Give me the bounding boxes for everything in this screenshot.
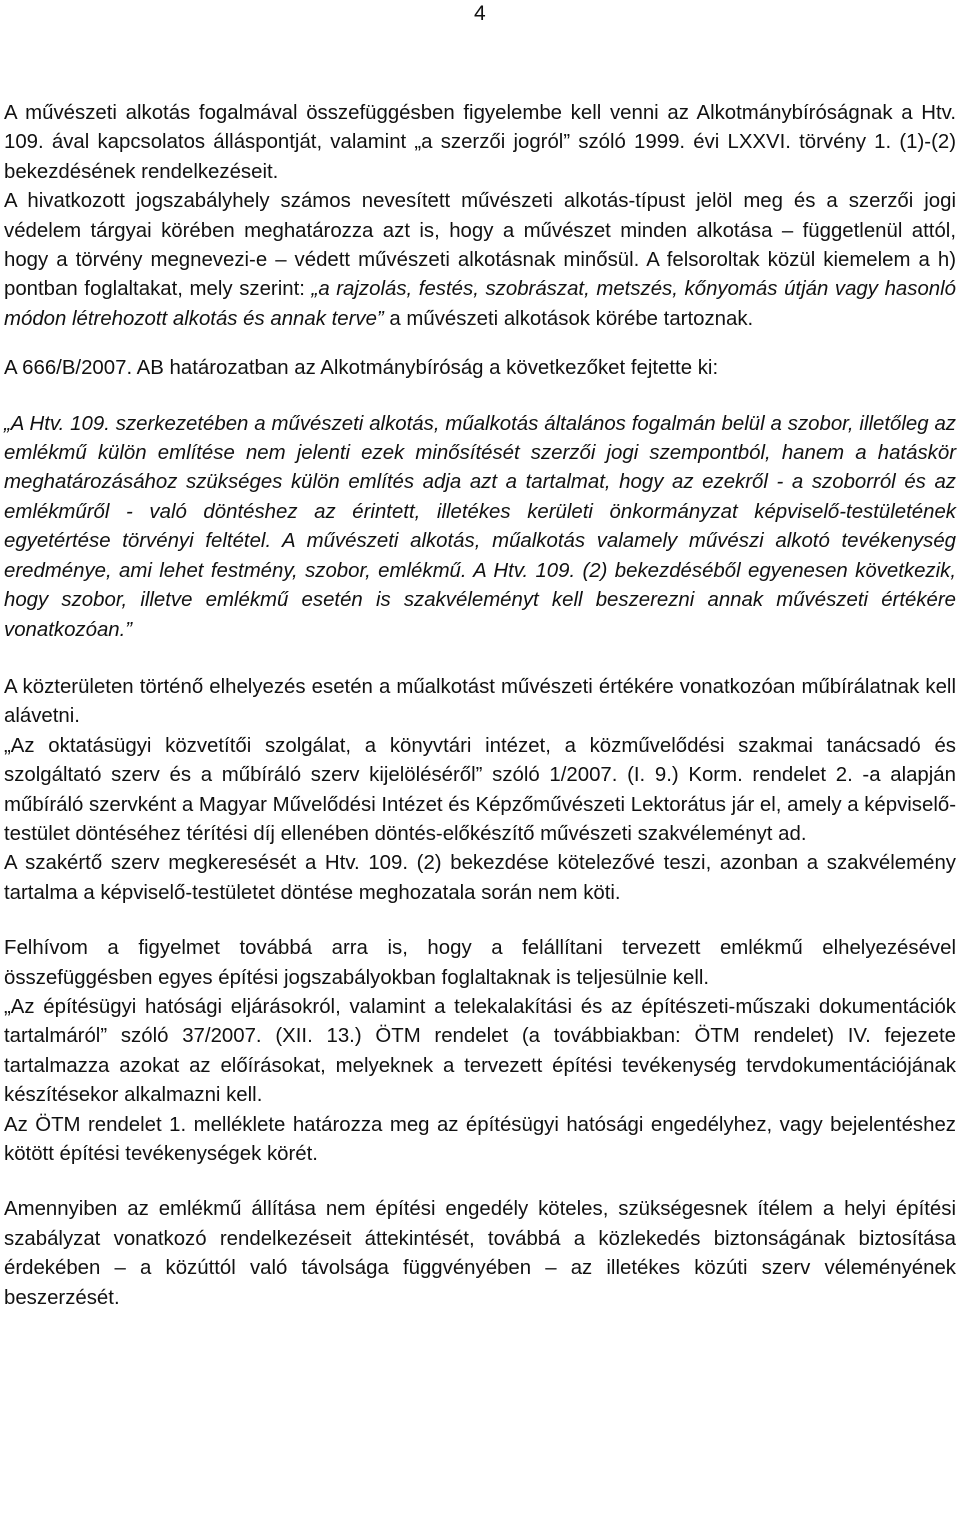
quoted-legal-text: „a rajzolás, festés, szobrászat, metszés, kőnyomás útján vagy hasonló módon létrehozott alkotás és annak terve” <box>4 278 956 330</box>
paragraph-conclusion: Amennyiben az emlékmű állítása nem építési engedély köteles, szükségesnek ítélem a helyi építési szabályzat vonatkozó rendelkezéseit áttekintését, továbbá a közlekedés biztonságának biztosítása érdekében – a közúttól való távolsága függvényében – az illetékes közúti szerv véleményének beszerzését. <box>4 1198 956 1309</box>
paragraph-expert-body: A szakértő szerv megkeresését a Htv. 109. (2) bekezdése kötelezővé teszi, azonban a szakvélemény tartalma a képviselő-testületet döntése meghozatala során nem köti. <box>4 852 956 904</box>
paragraph-intro: A művészeti alkotás fogalmával összefüggésben figyelembe kell venni az Alkotmánybíróságnak a Htv. 109. ával kapcsolatos álláspontját, valamint „a szerzői jogról” szóló 1999. évi LXXVI. törvény 1. (1)-(2) bekezdésének rendelkezéseit. <box>4 102 956 183</box>
paragraph-text: A hivatkozott jogszabályhely számos nevesített művészeti alkotás-típust jelöl meg és a szerzői jogi védelem tárgyai körében meghatározza azt is, hogy a művészet minden alkotása – függetlenül attól, hogy a törvény megnevezi-e – védett művészeti alkotásnak minősül. A felsoroltak közül kiemelem a h) pontban foglaltakat, mely szerint: <box>4 190 956 301</box>
paragraph-text: a művészeti alkotások körébe tartoznak. <box>383 307 754 330</box>
paragraph-decree: „Az oktatásügyi közvetítői szolgálat, a könyvtári intézet, a közművelődési szakmai tanácsadó és szolgáltató szerv és a műbíráló szerv kijelöléséről” szóló 1/2007. (I. 9.) Korm. rendelet 2. -a alapján műbíráló szervként a Magyar Művelődési Intézet és Képzőművészeti Lektorátus jár el, amely a képviselő-testület döntéséhez térítési díj ellenében döntés-előkészítő művészeti szakvéleményt ad. <box>4 734 956 845</box>
paragraph-art-review: A közterületen történő elhelyezés esetén a műalkotást művészeti értékére vonatkozóan műbírálatnak kell alávetni. <box>4 675 956 728</box>
paragraph-legal-definition <box>4 187 956 334</box>
page-number: 4 <box>474 2 486 25</box>
court-quote: „A Htv. 109. szerkezetében a művészeti alkotás, műalkotás általános fogalmán belül a szobor, illetőleg az emlékmű külön említése nem jelenti ezek minősítését szerzői jogi szempontból, hanem a hatáskör meghatározásához szükséges külön említés adja azt a tartalmat, hogy az ezekről - a szoborról és az emlékműről - való döntéshez az érintett, illetékes kerületi önkormányzat képviselő-testületének egyetértése törvényi feltétel. A művészeti alkotás, műalkotás valamely művészi alkotó tevékenység eredménye, ami lehet festmény, szobor, emlékmű. A Htv. 109. (2) bekezdéséből egyenesen következik, hogy szobor, illetve emlékmű esetén is szakvéleményt kell beszerezni annak művészeti értékére vonatkozóan.” <box>4 412 956 641</box>
paragraph-building-rules: Felhívom a figyelmet továbbá arra is, hogy a felállítani tervezett emlékmű elhelyezésével összefüggésben egyes építési jogszabályokban foglaltaknak is teljesülnie kell. <box>4 937 956 989</box>
paragraph-otm-decree: „Az építésügyi hatósági eljárásokról, valamint a telekalakítási és az építészeti-műszaki dokumentációk tartalmáról” szóló 37/2007. (XII. 13.) ÖTM rendelet (a továbbiakban: ÖTM rendelet) IV. fejezete tartalmazza azokat az előírásokat, melyeknek a tervezett építési tevékenység tervdokumentációjának készítésekor alkalmazni kell. <box>4 995 956 1107</box>
paragraph-otm-annex: Az ÖTM rendelet 1. melléklete határozza meg az építésügyi hatósági engedélyhez, vagy bejelentéshez kötött építési tevékenységek körét. <box>4 1113 956 1165</box>
document-body <box>4 99 956 1313</box>
paragraph-court-reference: A 666/B/2007. AB határozatban az Alkotmánybíróság a következőket fejtette ki: <box>4 357 719 380</box>
